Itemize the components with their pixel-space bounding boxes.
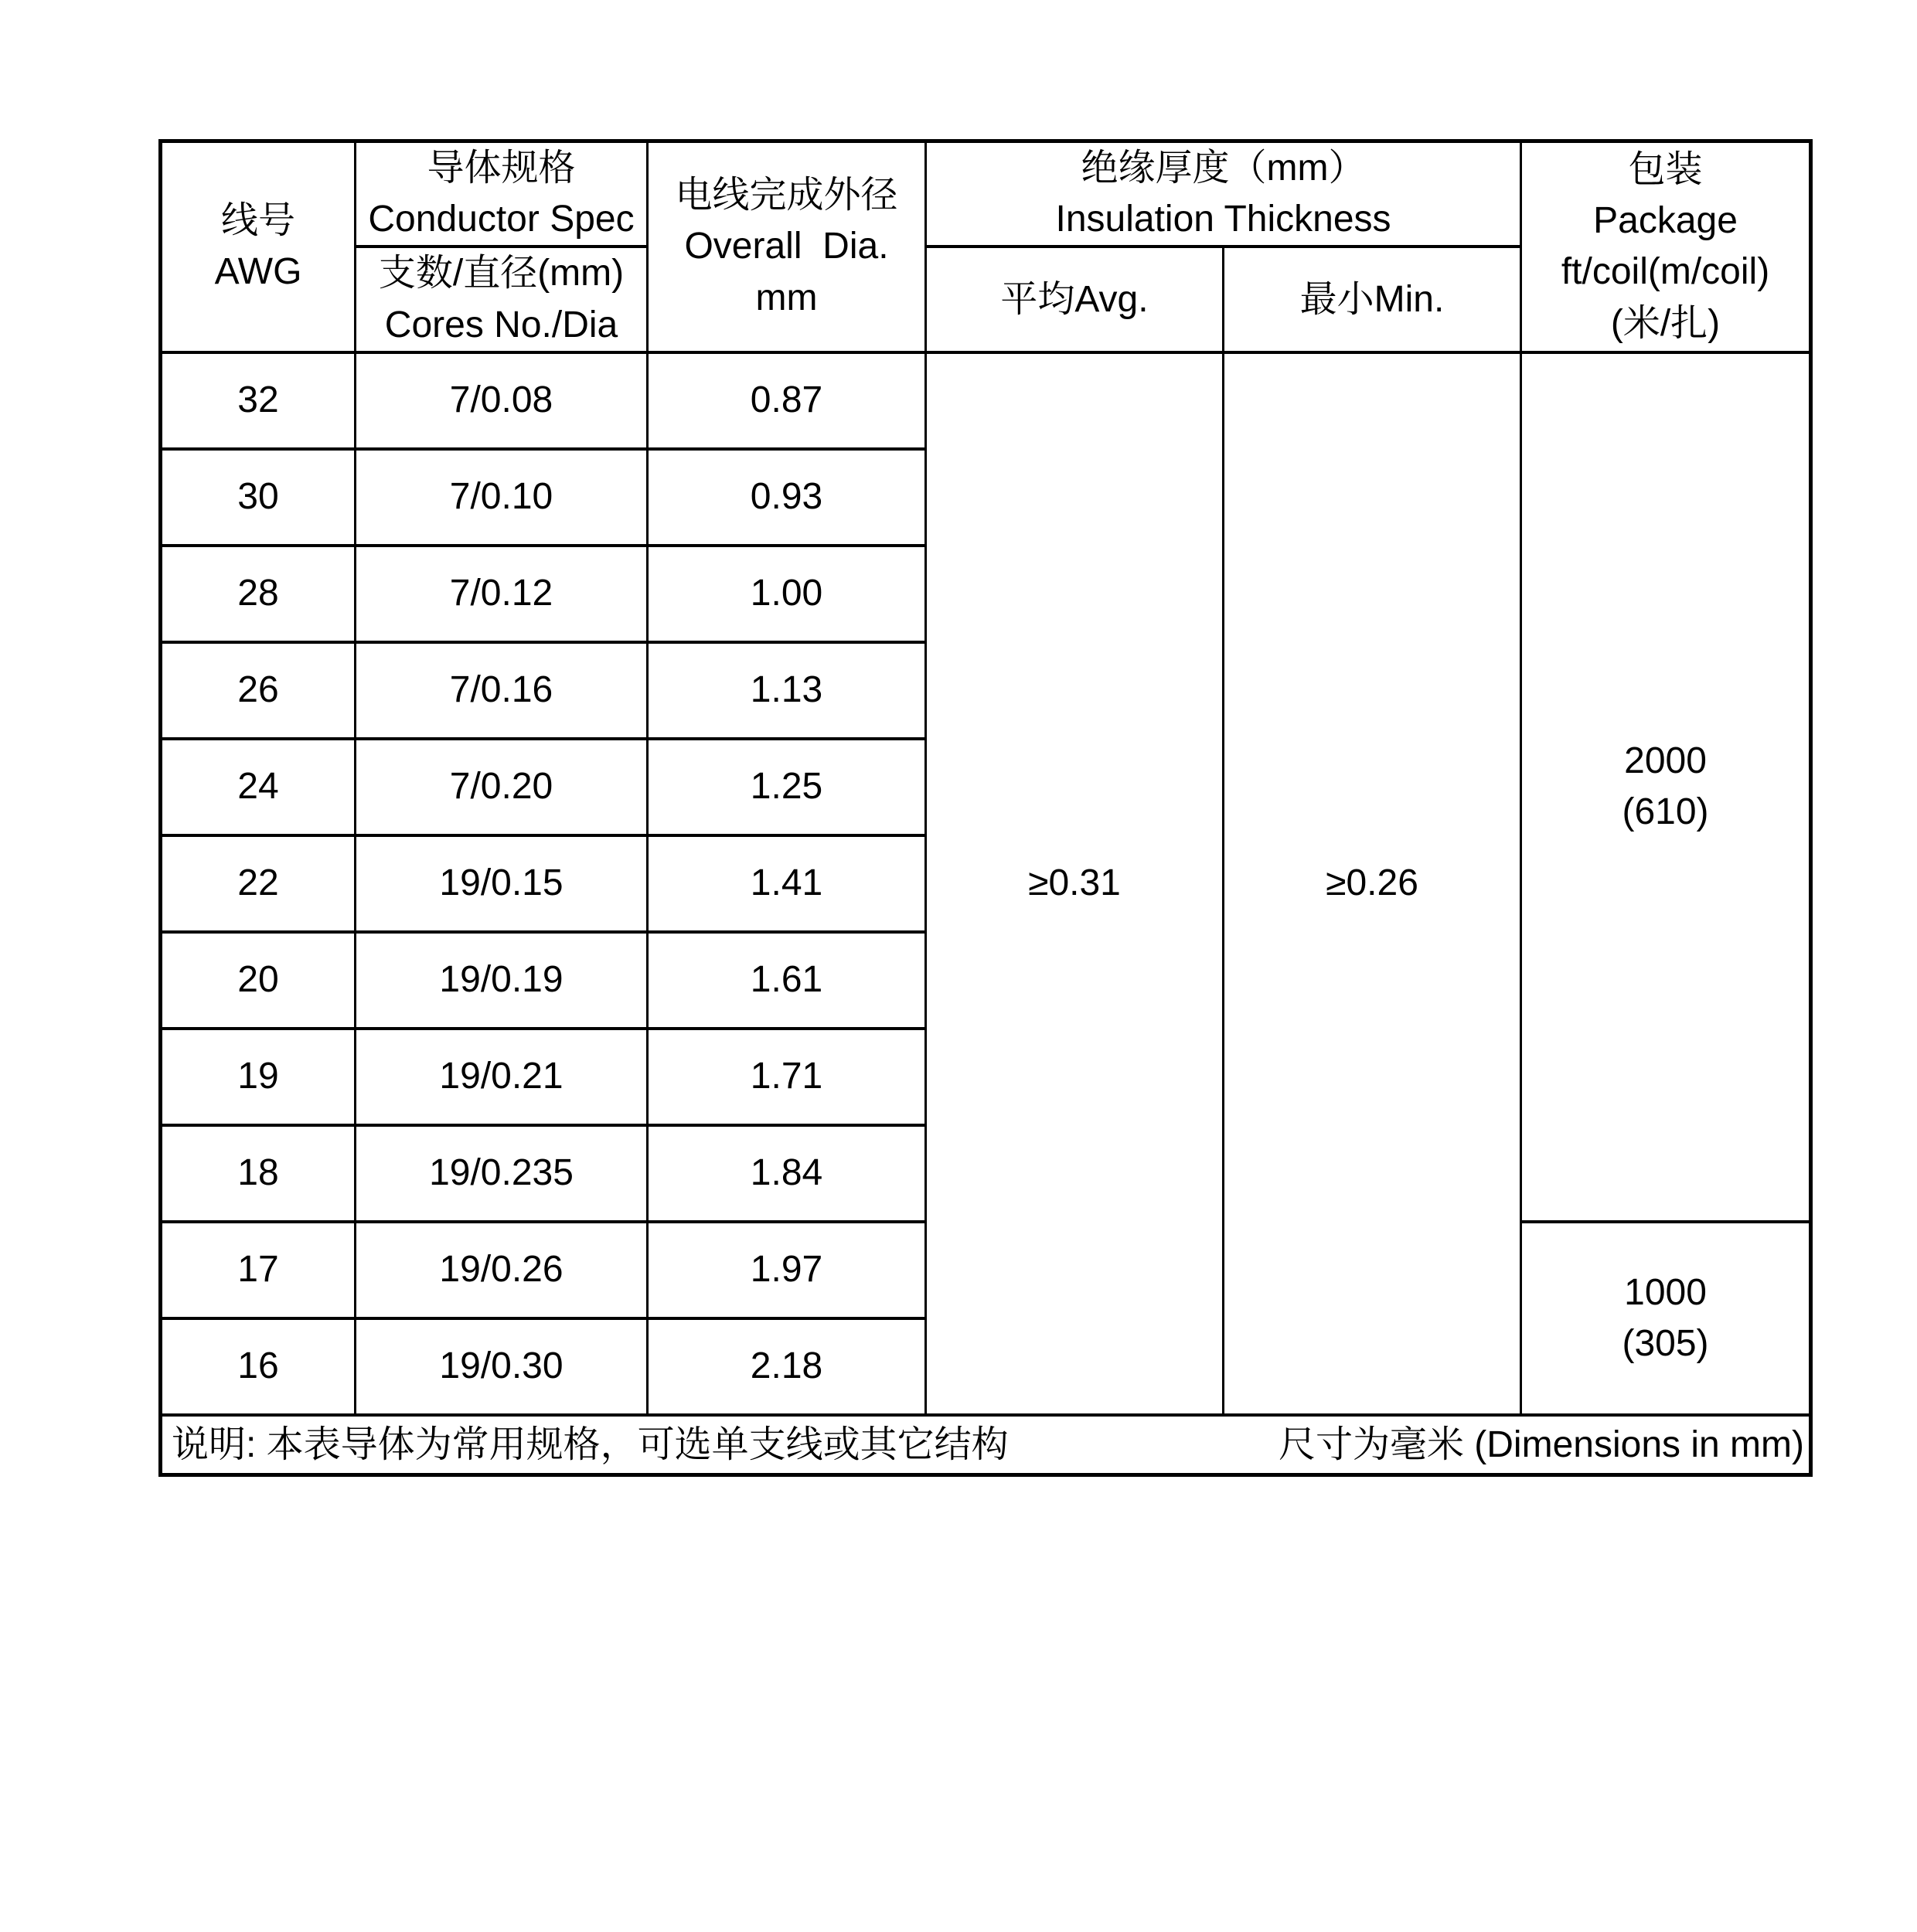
cell-dia: 1.84 <box>648 1125 926 1222</box>
header-awg <box>161 141 356 352</box>
cell-awg: 32 <box>161 352 356 449</box>
header-overall-unit: mm <box>755 277 818 318</box>
cell-dia: 1.13 <box>648 642 926 739</box>
header-overall-zh: 电线完成外径 <box>675 175 898 216</box>
header-awg-en: AWG <box>214 251 302 293</box>
footer-note-wrap <box>162 1420 1809 1471</box>
header-min-label: 最小Min. <box>1299 278 1445 320</box>
cell-spec: 19/0.19 <box>356 932 648 1029</box>
header-cores-no-dia <box>356 247 648 352</box>
cell-package-1000ft <box>1521 1222 1811 1415</box>
cell-awg: 24 <box>161 739 356 835</box>
cell-awg: 30 <box>161 449 356 546</box>
cell-dia: 1.97 <box>648 1222 926 1318</box>
header-package-zh: 包装 <box>1628 149 1703 190</box>
header-cores-zh: 支数/直径(mm) <box>378 253 625 294</box>
cell-spec: 7/0.16 <box>356 642 648 739</box>
cell-spec: 7/0.20 <box>356 739 648 835</box>
cell-awg: 19 <box>161 1029 356 1125</box>
footer-row <box>161 1415 1811 1475</box>
footer-note-left: 说明: 本表导体为常用规格，可选单支线或其它结构 <box>172 1423 1009 1465</box>
header-overall-dia <box>648 141 926 352</box>
header-insulation-zh: 绝缘厚度（mm） <box>1081 148 1366 189</box>
cell-spec: 19/0.235 <box>356 1125 648 1222</box>
cell-awg: 28 <box>161 546 356 642</box>
cell-dia: 0.87 <box>648 352 926 449</box>
cell-dia: 1.61 <box>648 932 926 1029</box>
header-package-unit-zh: (米/扎) <box>1610 302 1721 344</box>
header-row-1 <box>161 141 1811 247</box>
wire-spec-table <box>158 139 1813 1477</box>
cell-awg: 17 <box>161 1222 356 1318</box>
cell-awg: 26 <box>161 642 356 739</box>
table-row-awg32 <box>161 352 1811 449</box>
footer-note-right: 尺寸为毫米 (Dimensions in mm) <box>1278 1423 1805 1465</box>
header-overall-en: Overall Dia. <box>684 226 889 267</box>
header-package-unit: ft/coil(m/coil) <box>1561 251 1770 293</box>
footer-note <box>161 1415 1811 1475</box>
cell-dia: 1.41 <box>648 835 926 932</box>
cell-awg: 18 <box>161 1125 356 1222</box>
cell-spec: 19/0.21 <box>356 1029 648 1125</box>
package-qty: 2000 <box>1624 740 1707 782</box>
cell-dia: 0.93 <box>648 449 926 546</box>
cell-dia: 1.71 <box>648 1029 926 1125</box>
cell-spec: 7/0.08 <box>356 352 648 449</box>
header-insulation-thickness <box>926 141 1521 247</box>
package-meters: (305) <box>1622 1322 1709 1364</box>
cell-insulation-avg: ≥0.31 <box>926 352 1224 1415</box>
cell-spec: 19/0.26 <box>356 1222 648 1318</box>
cell-spec: 7/0.12 <box>356 546 648 642</box>
cell-awg: 16 <box>161 1318 356 1415</box>
header-conductor-en: Conductor Spec <box>368 199 635 240</box>
header-min <box>1224 247 1521 352</box>
header-package <box>1521 141 1811 352</box>
header-conductor-zh: 导体规格 <box>427 148 576 189</box>
cell-dia: 1.00 <box>648 546 926 642</box>
header-awg-zh: 线号 <box>220 200 295 242</box>
header-package-en: Package <box>1593 200 1738 242</box>
header-cores-en: Cores No./Dia <box>384 304 618 345</box>
header-avg-label: 平均Avg. <box>1000 278 1149 320</box>
package-qty: 1000 <box>1624 1271 1707 1313</box>
cell-spec: 19/0.30 <box>356 1318 648 1415</box>
header-conductor-spec <box>356 141 648 247</box>
package-meters: (610) <box>1622 791 1709 833</box>
cell-insulation-min: ≥0.26 <box>1224 352 1521 1415</box>
cell-dia: 2.18 <box>648 1318 926 1415</box>
cell-awg: 20 <box>161 932 356 1029</box>
header-avg <box>926 247 1224 352</box>
header-insulation-en: Insulation Thickness <box>1055 199 1391 240</box>
cell-spec: 19/0.15 <box>356 835 648 932</box>
cell-awg: 22 <box>161 835 356 932</box>
cell-dia: 1.25 <box>648 739 926 835</box>
cell-spec: 7/0.10 <box>356 449 648 546</box>
cell-package-2000ft <box>1521 352 1811 1222</box>
